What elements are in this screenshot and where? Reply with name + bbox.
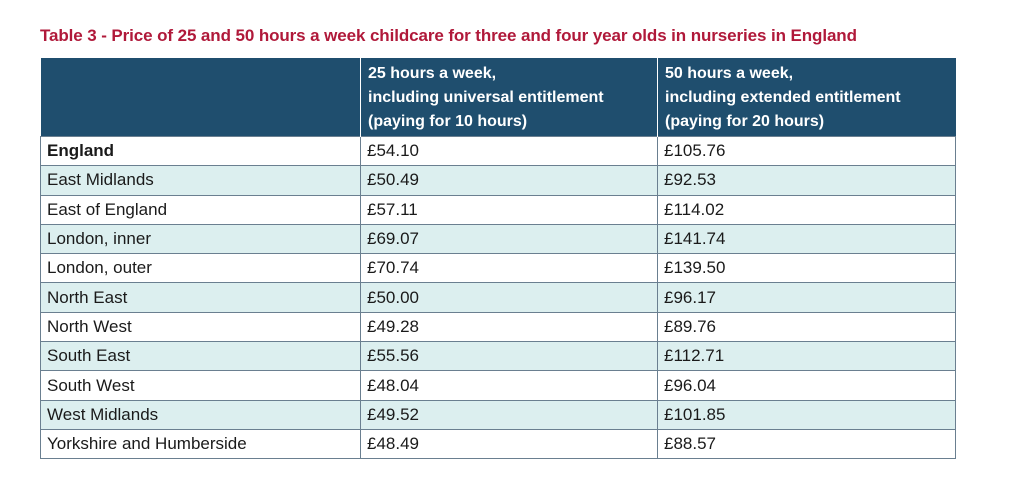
table-row bbox=[41, 254, 956, 283]
price-25-cell: £48.04 bbox=[361, 371, 658, 400]
price-table bbox=[40, 58, 956, 459]
table-row bbox=[41, 195, 956, 224]
header-50-hours bbox=[658, 58, 956, 137]
price-50-cell: £88.57 bbox=[658, 429, 956, 458]
price-25-cell: £69.07 bbox=[361, 224, 658, 253]
region-cell: West Midlands bbox=[41, 400, 361, 429]
price-50-cell: £112.71 bbox=[658, 342, 956, 371]
price-25-cell: £57.11 bbox=[361, 195, 658, 224]
table-row bbox=[41, 137, 956, 166]
price-25-cell: £50.49 bbox=[361, 166, 658, 195]
price-50-cell: £141.74 bbox=[658, 224, 956, 253]
region-cell: South West bbox=[41, 371, 361, 400]
header-25-line-1: 25 hours a week, bbox=[368, 65, 497, 82]
header-50-line-3: (paying for 20 hours) bbox=[665, 113, 825, 130]
table-row bbox=[41, 224, 956, 253]
price-25-cell: £55.56 bbox=[361, 342, 658, 371]
region-cell: North West bbox=[41, 312, 361, 341]
table-row bbox=[41, 312, 956, 341]
region-cell: North East bbox=[41, 283, 361, 312]
region-cell: East of England bbox=[41, 195, 361, 224]
header-50-line-2: including extended entitlement bbox=[665, 89, 901, 106]
header-25-hours bbox=[361, 58, 658, 137]
price-25-cell: £49.28 bbox=[361, 312, 658, 341]
region-cell: England bbox=[41, 137, 361, 166]
region-cell: South East bbox=[41, 342, 361, 371]
price-25-cell: £49.52 bbox=[361, 400, 658, 429]
table-row bbox=[41, 342, 956, 371]
price-50-cell: £101.85 bbox=[658, 400, 956, 429]
header-25-line-3: (paying for 10 hours) bbox=[368, 113, 528, 130]
table-header bbox=[41, 58, 956, 137]
price-50-cell: £92.53 bbox=[658, 166, 956, 195]
table-row bbox=[41, 166, 956, 195]
price-50-cell: £105.76 bbox=[658, 137, 956, 166]
table-row bbox=[41, 400, 956, 429]
price-50-cell: £114.02 bbox=[658, 195, 956, 224]
header-row bbox=[41, 58, 956, 137]
price-25-cell: £54.10 bbox=[361, 137, 658, 166]
price-50-cell: £96.17 bbox=[658, 283, 956, 312]
price-25-cell: £50.00 bbox=[361, 283, 658, 312]
header-50-line-1: 50 hours a week, bbox=[665, 65, 794, 82]
region-cell: London, inner bbox=[41, 224, 361, 253]
table-row bbox=[41, 371, 956, 400]
region-cell: Yorkshire and Humberside bbox=[41, 429, 361, 458]
price-25-cell: £70.74 bbox=[361, 254, 658, 283]
price-50-cell: £89.76 bbox=[658, 312, 956, 341]
price-50-cell: £139.50 bbox=[658, 254, 956, 283]
region-cell: London, outer bbox=[41, 254, 361, 283]
table-title: Table 3 - Price of 25 and 50 hours a week childcare for three and four year olds in nurseries in England bbox=[40, 26, 857, 45]
table-row bbox=[41, 429, 956, 458]
region-cell: East Midlands bbox=[41, 166, 361, 195]
header-25-line-2: including universal entitlement bbox=[368, 89, 604, 106]
table-body bbox=[41, 137, 956, 459]
header-region bbox=[41, 58, 361, 137]
price-50-cell: £96.04 bbox=[658, 371, 956, 400]
table-row bbox=[41, 283, 956, 312]
price-25-cell: £48.49 bbox=[361, 429, 658, 458]
